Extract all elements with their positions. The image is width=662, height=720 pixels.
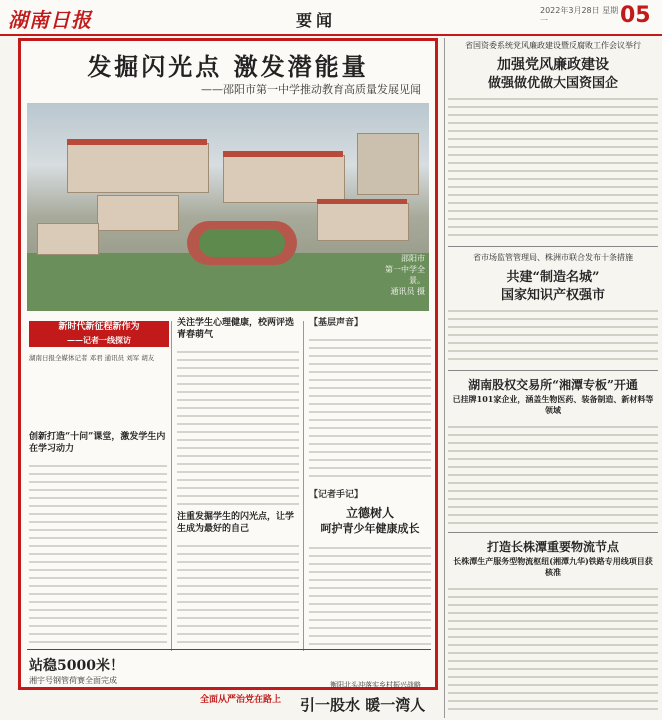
- column-rule: [171, 321, 172, 651]
- section-name: 要闻: [296, 11, 337, 30]
- caption-line: 通讯员 摄: [390, 287, 425, 296]
- photo-building: [357, 133, 419, 195]
- lead-body-text: [177, 539, 299, 645]
- bottom-rule: [27, 649, 431, 650]
- article1-kicker: 省国资委系统党风廉政建设暨反腐败工作会议举行: [465, 41, 641, 50]
- bottom-left-sub: 湘宇号钢管荷赛全面完成: [29, 676, 117, 685]
- campus-photo: [27, 103, 429, 311]
- lead-body-text: [177, 345, 299, 505]
- essay-title: 立德树人: [345, 506, 394, 520]
- article1-title-2: 做强做优做大国资国企: [487, 76, 618, 91]
- lead-subhead-3: 注重发掘学生的闪光点，让学生成为最好的自己: [177, 512, 295, 534]
- article-rule: [448, 532, 658, 533]
- dateline: 2022年3月28日 星期一: [540, 6, 619, 25]
- lead-subhead-1: 创新打造“十问”课堂，激发学生内在学习动力: [29, 432, 166, 454]
- notes-head: 【记者手记】: [309, 490, 364, 500]
- column-rule: [444, 38, 445, 718]
- lead-body-text: [309, 541, 431, 645]
- article-rule: [448, 370, 658, 371]
- photo-roof: [67, 139, 207, 145]
- column-badge: [29, 321, 169, 347]
- caption-line: 第一中学全景。: [385, 265, 425, 285]
- bottom-mid-label: 全面从严治党在路上: [200, 695, 282, 705]
- photo-building: [37, 223, 99, 255]
- essay-title-2: 呵护青少年健康成长: [320, 522, 420, 535]
- article2-title: 共建“制造名城”: [506, 270, 600, 285]
- lead-body-text: [29, 459, 167, 645]
- masthead: [0, 0, 662, 36]
- photo-building: [67, 143, 209, 193]
- lead-story-box: [18, 38, 438, 690]
- lead-subtitle: ——邵阳市第一中学推动教育高质量发展见闻: [201, 83, 421, 96]
- badge-line: 新时代新征程新作为: [58, 322, 140, 332]
- bottom-left-title: 站稳5000米！: [29, 658, 124, 674]
- column-rule: [303, 321, 304, 651]
- article3-body: [448, 420, 658, 526]
- photo-caption: [377, 253, 425, 297]
- bottom-right-kicker: 衡阳北头冲落实乡村振兴战略: [330, 681, 421, 689]
- photo-building: [223, 155, 345, 203]
- photo-pitch: [199, 229, 285, 257]
- article-rule: [448, 246, 658, 247]
- article1-title: 加强党风廉政建设: [497, 57, 609, 73]
- lead-body-text: [309, 333, 431, 483]
- article4-sub: 长株潭生产服务型物流枢纽(湘潭九华)铁路专用线项目获核准: [453, 556, 653, 577]
- lead-subhead-2: 关注学生心理健康，校两评选青春萌气: [177, 318, 295, 340]
- article1-body: [448, 92, 658, 240]
- photo-building: [317, 203, 409, 241]
- lead-byline: 湖南日报全媒体记者 邓君 通讯员 刘军 胡友: [29, 354, 155, 362]
- lead-title: 发掘闪光点 激发潜能量: [87, 52, 369, 81]
- article2-body: [448, 304, 658, 364]
- article2-kicker: 省市场监管管理局、株洲市联合发布十条措施: [473, 253, 633, 262]
- page-number: 05: [620, 3, 651, 28]
- article4-title: 打造长株潭重要物流节点: [486, 540, 619, 554]
- voices-head: 【基层声音】: [309, 318, 364, 328]
- article3-title: 湖南股权交易所“湘潭专板”开通: [468, 378, 638, 392]
- photo-roof: [317, 199, 407, 204]
- article4-body: [448, 582, 658, 712]
- article2-title-2: 国家知识产权强市: [500, 288, 605, 303]
- lead-body-text: [29, 365, 167, 427]
- newspaper-logo: 湖南日报: [8, 8, 92, 32]
- caption-line: 邵阳市: [401, 254, 425, 263]
- photo-roof: [223, 151, 343, 157]
- photo-building: [97, 195, 179, 231]
- bottom-right-title: 引一股水 暖一湾人: [300, 696, 426, 714]
- article3-sub: 已挂牌101家企业，涵盖生物医药、装备制造、新材料等领域: [452, 394, 654, 415]
- badge-line: ——记者一线探访: [67, 335, 131, 345]
